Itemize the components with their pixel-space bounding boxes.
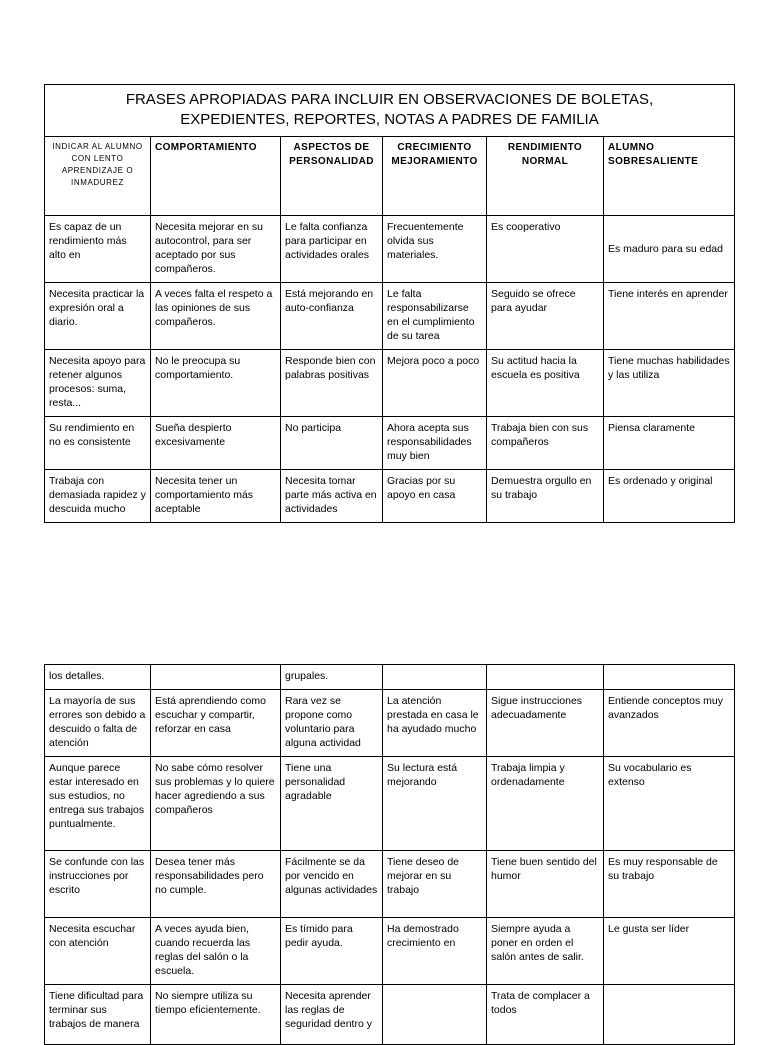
table-cell xyxy=(151,665,281,690)
table-cell: Necesita tomar parte más activa en actividades xyxy=(281,470,383,523)
header-row xyxy=(45,137,735,216)
table-cell: No siempre utiliza su tiempo eficientemente. xyxy=(151,985,281,1045)
header-personality: ASPECTOS DE PERSONALIDAD xyxy=(281,137,383,216)
table-cell: Entiende conceptos muy avanzados xyxy=(604,690,735,757)
table-cell: Es tímido para pedir ayuda. xyxy=(281,918,383,985)
table-cell: Es capaz de un rendimiento más alto en xyxy=(45,216,151,283)
table-cell: Frecuentemente olvida sus materiales. xyxy=(383,216,487,283)
table-row xyxy=(45,350,735,417)
table-cell: La mayoría de sus errores son debido a descuido o falta de atención xyxy=(45,690,151,757)
phrases-table-continued xyxy=(44,664,735,1045)
table-cell: Tiene interés en aprender xyxy=(604,283,735,350)
table-cell: grupales. xyxy=(281,665,383,690)
table-cell: A veces falta el respeto a las opiniones de sus compañeros. xyxy=(151,283,281,350)
header-outstanding: ALUMNO SOBRESALIENTE xyxy=(604,137,735,216)
table-cell: No sabe cómo resolver sus problemas y lo quiere hacer agrediendo a sus compañeros xyxy=(151,757,281,851)
table-cell: Gracias por su apoyo en casa xyxy=(383,470,487,523)
table-cell: Le falta confianza para participar en actividades orales xyxy=(281,216,383,283)
table-cell: Ahora acepta sus responsabilidades muy bien xyxy=(383,417,487,470)
table-cell: Necesita escuchar con atención xyxy=(45,918,151,985)
table-cell: Mejora poco a poco xyxy=(383,350,487,417)
table-cell: Es cooperativo xyxy=(487,216,604,283)
table-cell xyxy=(383,665,487,690)
table-row xyxy=(45,690,735,757)
table-cell: Le falta responsabilizarse en el cumplimiento de su tarea xyxy=(383,283,487,350)
table-cell: A veces ayuda bien, cuando recuerda las reglas del salón o la escuela. xyxy=(151,918,281,985)
table-cell: Rara vez se propone como voluntario para alguna actividad xyxy=(281,690,383,757)
table-cell xyxy=(604,665,735,690)
table-cell: Su actitud hacia la escuela es positiva xyxy=(487,350,604,417)
table-cell: Trabaja bien con sus compañeros xyxy=(487,417,604,470)
header-normal-performance: RENDIMIENTO NORMAL xyxy=(487,137,604,216)
title-line-2: EXPEDIENTES, REPORTES, NOTAS A PADRES DE FAMILIA xyxy=(180,111,599,128)
table-cell: Está mejorando en auto-confianza xyxy=(281,283,383,350)
table-cell: Sigue instrucciones adecuadamente xyxy=(487,690,604,757)
table-cell: Su vocabulario es extenso xyxy=(604,757,735,851)
table-cell xyxy=(487,665,604,690)
table-row xyxy=(45,470,735,523)
table-row xyxy=(45,985,735,1045)
table-cell xyxy=(383,985,487,1045)
table-cell: Necesita practicar la expresión oral a diario. xyxy=(45,283,151,350)
table-row xyxy=(45,851,735,918)
table-row xyxy=(45,216,735,283)
table-cell: Se confunde con las instrucciones por escrito xyxy=(45,851,151,918)
table-row xyxy=(45,757,735,851)
table-cell: No participa xyxy=(281,417,383,470)
table-cell: Demuestra orgullo en su trabajo xyxy=(487,470,604,523)
table-row xyxy=(45,665,735,690)
table-cell: Desea tener más responsabilidades pero no cumple. xyxy=(151,851,281,918)
table-cell: No le preocupa su comportamiento. xyxy=(151,350,281,417)
table-cell: Necesita tener un comportamiento más aceptable xyxy=(151,470,281,523)
table-cell: Necesita apoyo para retener algunos procesos: suma, resta... xyxy=(45,350,151,417)
table-cell: Es muy responsable de su trabajo xyxy=(604,851,735,918)
table-cell: Fácilmente se da por vencido en algunas actividades xyxy=(281,851,383,918)
table-cell: los detalles. xyxy=(45,665,151,690)
title-line-1: FRASES APROPIADAS PARA INCLUIR EN OBSERVACIONES DE BOLETAS, xyxy=(125,91,654,108)
table-cell: Ha demostrado crecimiento en xyxy=(383,918,487,985)
table-cell: Necesita aprender las reglas de seguridad dentro y xyxy=(281,985,383,1045)
table-cell: Le gusta ser líder xyxy=(604,918,735,985)
phrases-table-top xyxy=(44,84,735,523)
table-cell: La atención prestada en casa le ha ayudado mucho xyxy=(383,690,487,757)
table-cell: Tiene una personalidad agradable xyxy=(281,757,383,851)
table-cell: Aunque parece estar interesado en sus estudios, no entrega sus trabajos puntualmente. xyxy=(45,757,151,851)
header-behavior: COMPORTAMIENTO xyxy=(151,137,281,216)
table-row xyxy=(45,918,735,985)
table-cell: Sueña despierto excesivamente xyxy=(151,417,281,470)
table-cell: Tiene deseo de mejorar en su trabajo xyxy=(383,851,487,918)
table-cell: Trabaja limpia y ordenadamente xyxy=(487,757,604,851)
title-row xyxy=(45,85,735,137)
table-cell: Trata de complacer a todos xyxy=(487,985,604,1045)
table-cell: Su lectura está mejorando xyxy=(383,757,487,851)
table-cell: Seguido se ofrece para ayudar xyxy=(487,283,604,350)
table-cell: Su rendimiento en no es consistente xyxy=(45,417,151,470)
header-slow-learner: INDICAR AL ALUMNO CON LENTO APRENDIZAJE O INMADUREZ xyxy=(45,137,151,216)
table-cell: Siempre ayuda a poner en orden el salón antes de salir. xyxy=(487,918,604,985)
table-row xyxy=(45,283,735,350)
table-cell: Tiene muchas habilidades y las utiliza xyxy=(604,350,735,417)
table-cell xyxy=(604,985,735,1045)
table-cell: Es maduro para su edad xyxy=(604,216,735,283)
table-cell: Piensa claramente xyxy=(604,417,735,470)
table-row xyxy=(45,417,735,470)
table-cell: Tiene dificultad para terminar sus trabajos de manera xyxy=(45,985,151,1045)
table-cell: Tiene buen sentido del humor xyxy=(487,851,604,918)
table-cell: Responde bien con palabras positivas xyxy=(281,350,383,417)
header-growth: CRECIMIENTO MEJORAMIENTO xyxy=(383,137,487,216)
table-cell: Está aprendiendo como escuchar y compartir, reforzar en casa xyxy=(151,690,281,757)
table-cell: Trabaja con demasiada rapidez y descuida mucho xyxy=(45,470,151,523)
table-title xyxy=(45,85,735,137)
table-cell: Es ordenado y original xyxy=(604,470,735,523)
table-cell: Necesita mejorar en su autocontrol, para ser aceptado por sus compañeros. xyxy=(151,216,281,283)
